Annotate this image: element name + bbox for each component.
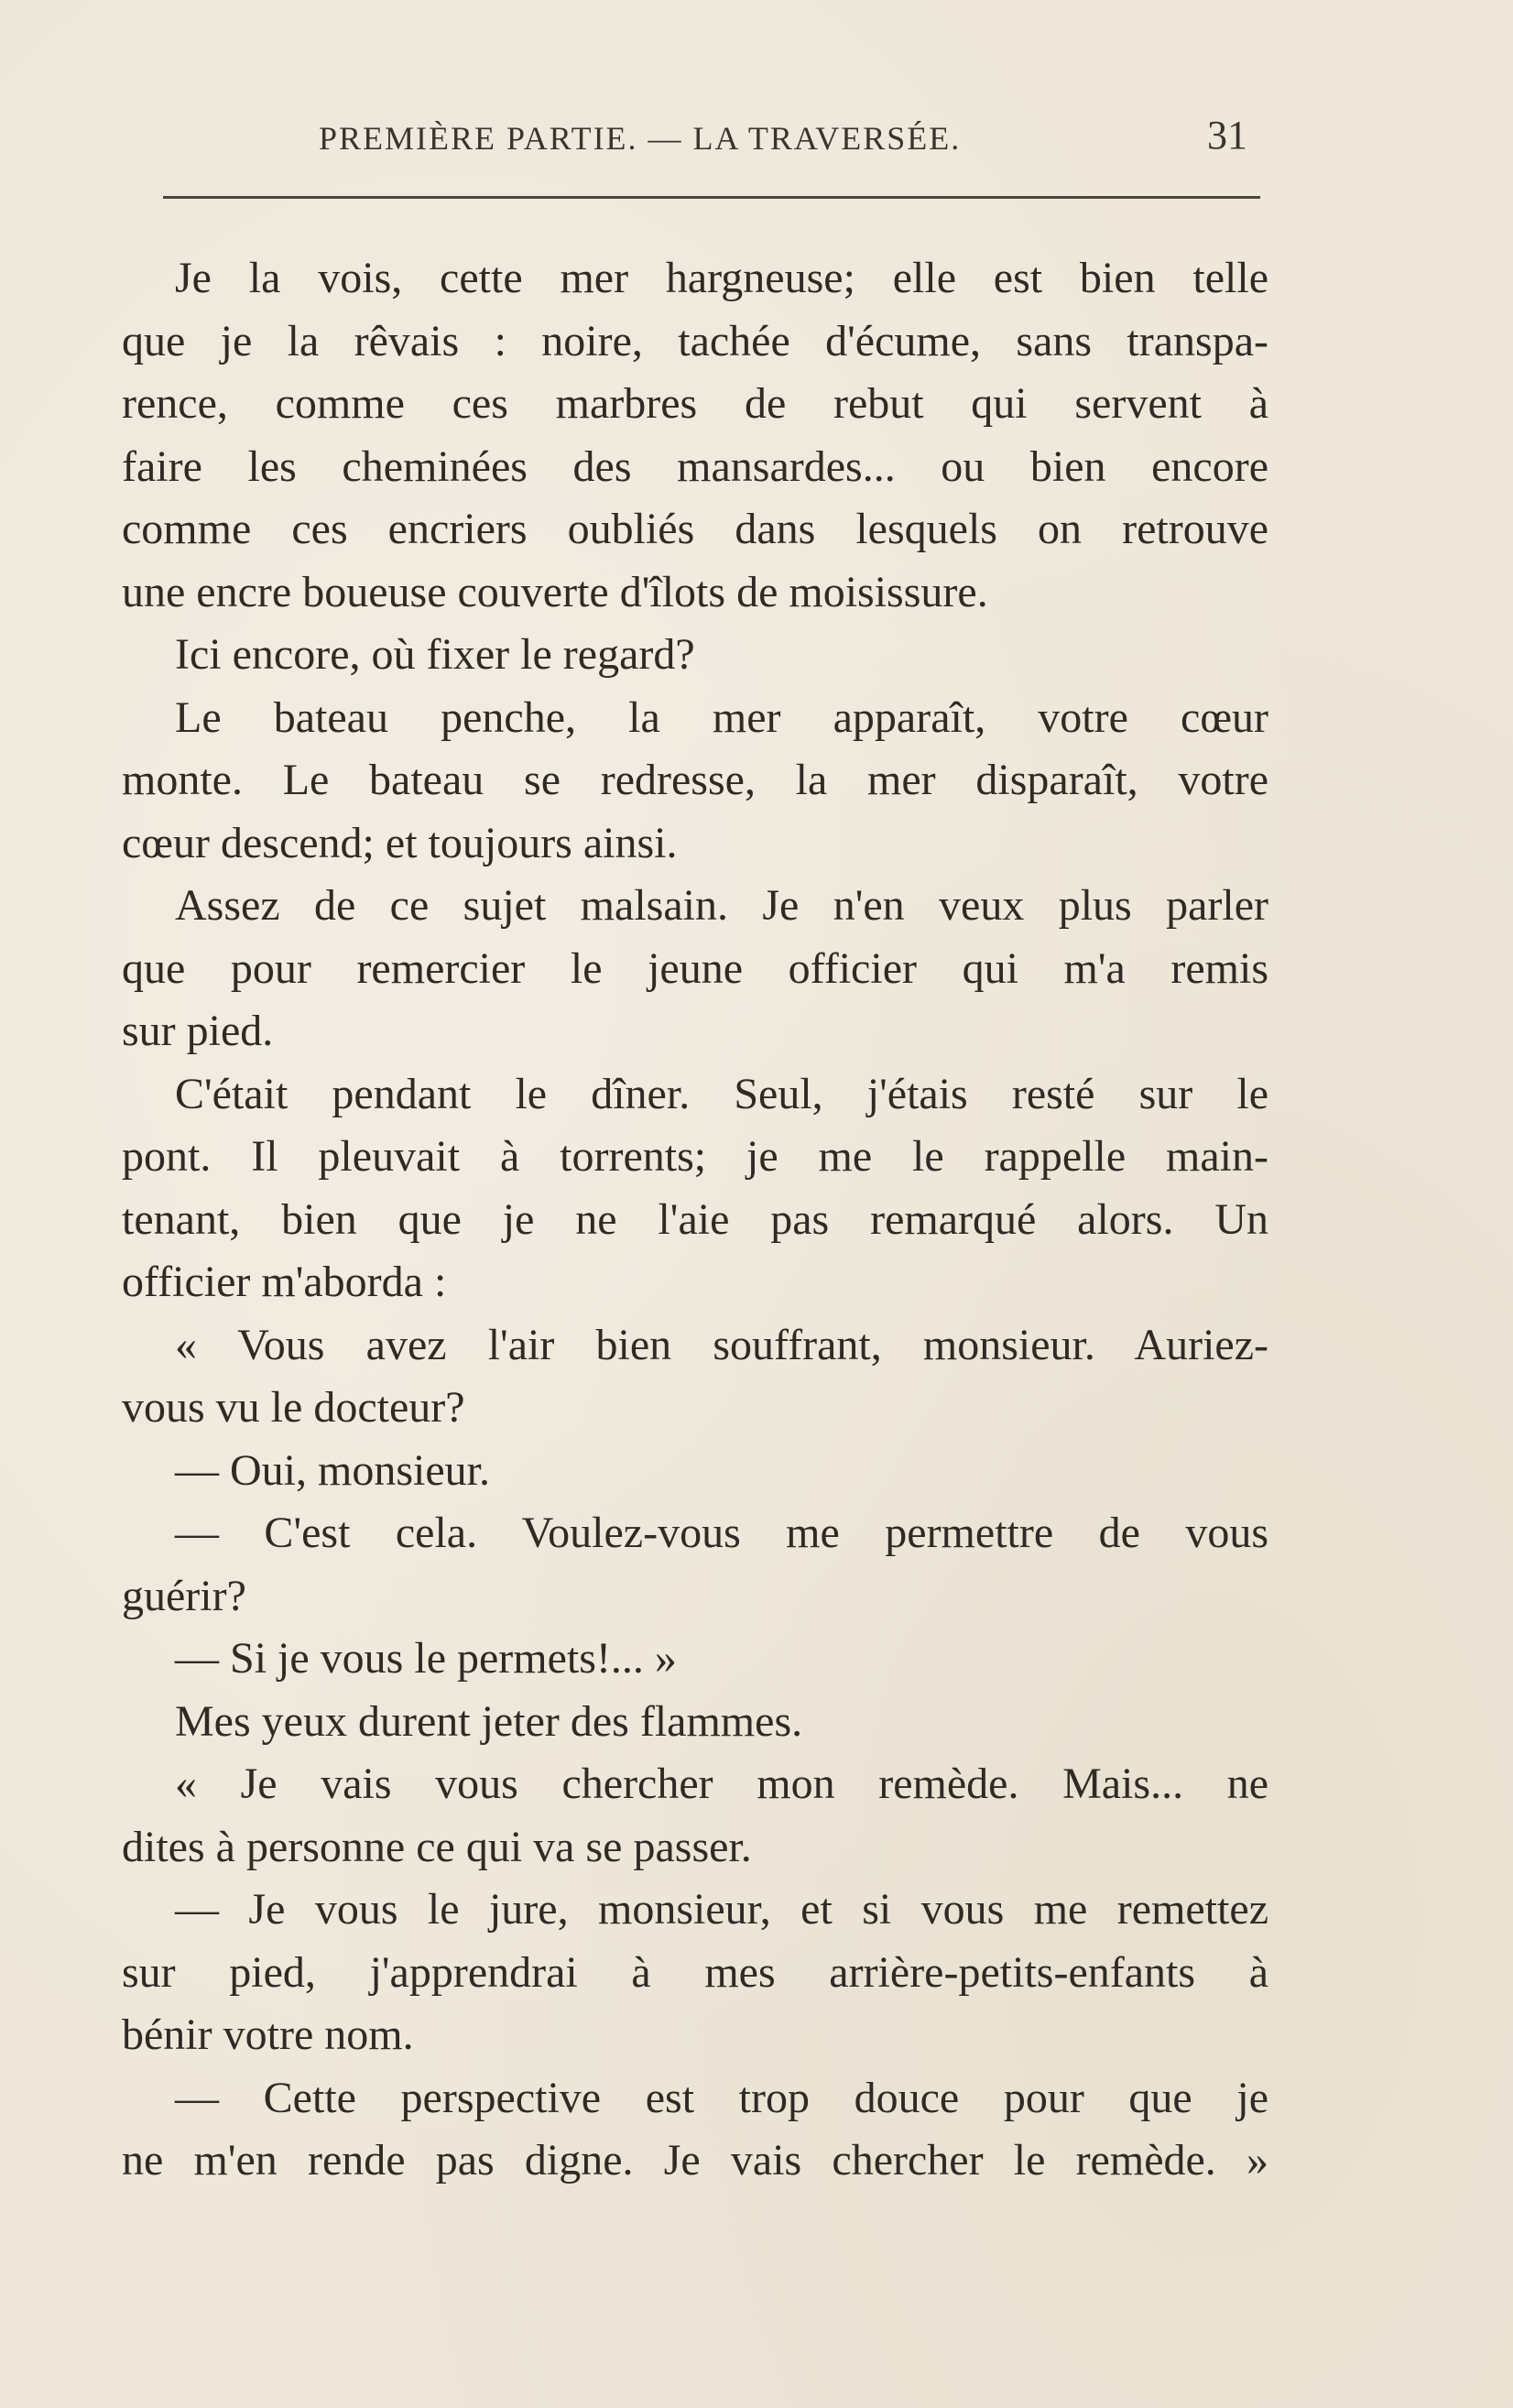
text-line: « Je vais vous chercher mon remède. Mais... ne	[175, 1760, 1268, 1808]
text-line: cœur descend; et toujours ainsi.	[122, 818, 678, 867]
header-rule	[163, 196, 1260, 199]
text-line: sur pied.	[122, 1007, 274, 1055]
body-text	[122, 247, 1268, 2193]
text-line: sur pied, j'apprendrai à mes arrière-petits-enfants à	[122, 1947, 1268, 1997]
running-head: PREMIÈRE PARTIE. — LA TRAVERSÉE.	[319, 120, 962, 157]
text-line: bénir votre nom.	[122, 2010, 414, 2059]
text-line: Je la vois, cette mer hargneuse; elle est bien telle	[175, 254, 1268, 302]
text-line: dites à personne ce qui va se passer.	[122, 1822, 752, 1871]
text-line: monte. Le bateau se redresse, la mer disparaît, votre	[122, 756, 1268, 804]
text-line: une encre boueuse couverte d'îlots de moisissure.	[122, 567, 988, 616]
text-line: Assez de ce sujet malsain. Je n'en veux plus parler	[175, 881, 1268, 930]
text-line: — Oui, monsieur.	[175, 1445, 490, 1495]
text-line: — C'est cela. Voulez-vous me permettre de vous	[175, 1509, 1268, 1557]
text-line: que pour remercier le jeune officier qui m'a remis	[122, 943, 1268, 993]
text-line: Ici encore, où fixer le regard?	[175, 630, 695, 679]
text-line: officier m'aborda :	[122, 1258, 447, 1306]
text-line: guérir?	[122, 1571, 246, 1620]
text-line: ne m'en rende pas digne. Je vais chercher le remède. »	[122, 2136, 1268, 2185]
text-line: — Si je vous le permets!... »	[175, 1634, 677, 1683]
text-line: — Cette perspective est trop douce pour que je	[175, 2073, 1268, 2122]
text-line: que je la rêvais : noire, tachée d'écume, sans transpa-	[122, 316, 1268, 365]
text-line: Le bateau penche, la mer apparaît, votre cœur	[175, 692, 1268, 742]
text-line: rence, comme ces marbres de rebut qui servent à	[122, 379, 1268, 428]
text-line: Mes yeux durent jeter des flammes.	[175, 1696, 803, 1746]
text-line: vous vu le docteur?	[122, 1383, 465, 1432]
text-line: C'était pendant le dîner. Seul, j'étais resté sur le	[175, 1069, 1268, 1118]
text-line: — Je vous le jure, monsieur, et si vous me remettez	[175, 1885, 1268, 1934]
text-line: pont. Il pleuvait à torrents; je me le rappelle main-	[122, 1132, 1268, 1181]
text-line: « Vous avez l'air bien souffrant, monsieur. Auriez-	[175, 1320, 1268, 1369]
text-line: faire les cheminées des mansardes... ou bien encore	[122, 441, 1268, 491]
text-line: tenant, bien que je ne l'aie pas remarqué alors. Un	[122, 1194, 1268, 1244]
page-number: 31	[1207, 113, 1247, 158]
text-line: comme ces encriers oubliés dans lesquels on retrouve	[122, 505, 1268, 553]
